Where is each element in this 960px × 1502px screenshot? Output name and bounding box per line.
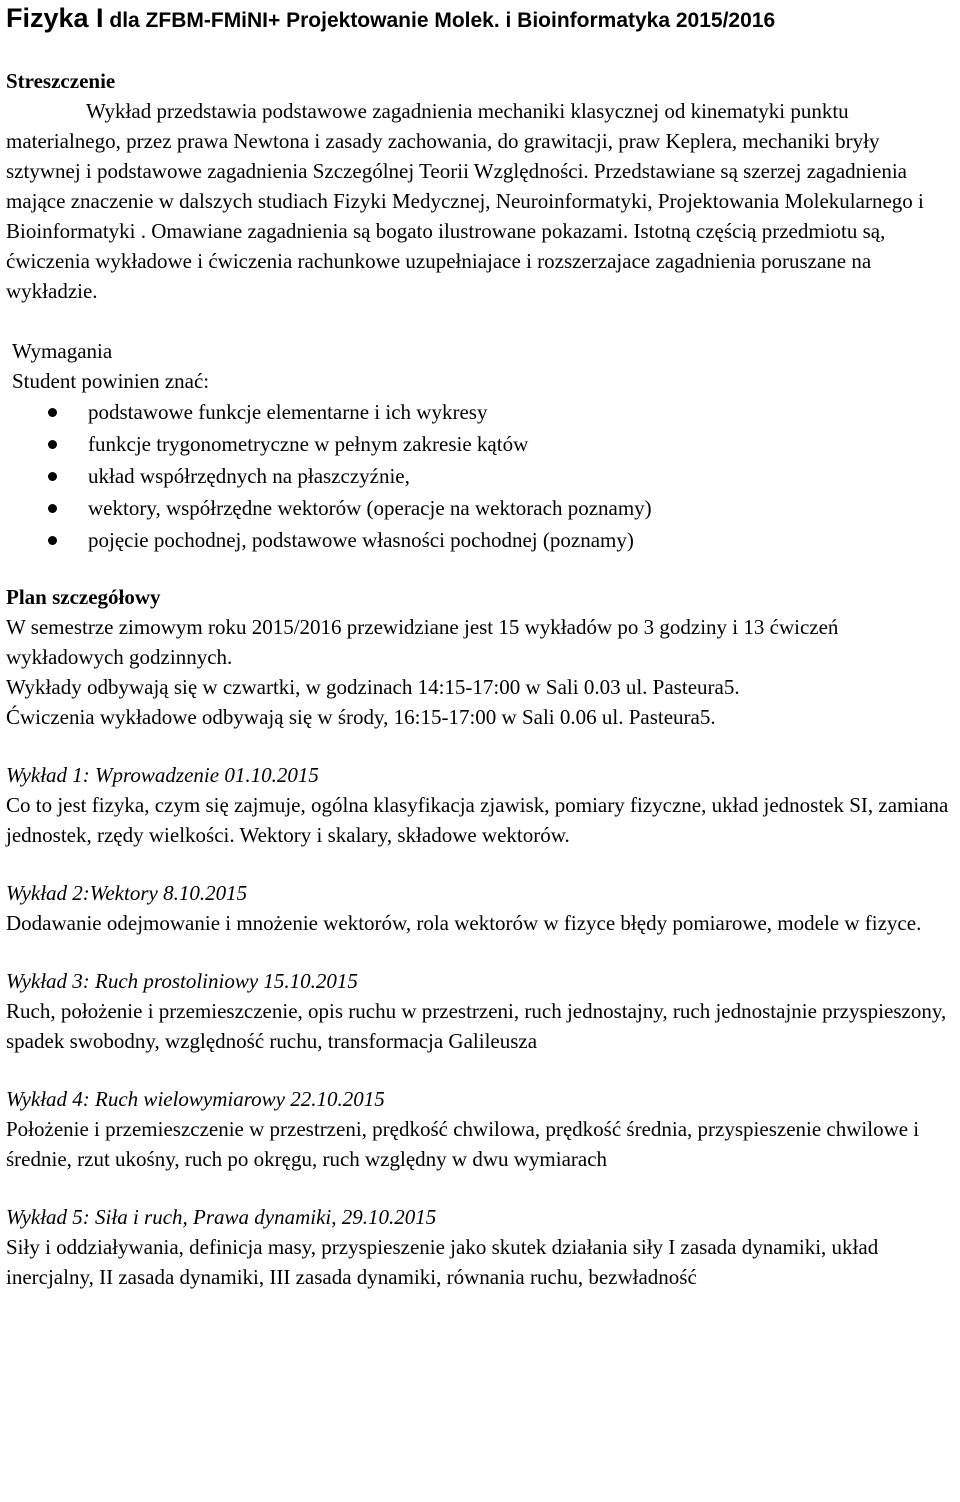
requirements-heading: Wymagania xyxy=(12,339,113,363)
plan-heading: Plan szczegółowy xyxy=(6,585,161,609)
bullet-icon xyxy=(48,440,57,449)
requirements-list xyxy=(12,396,956,556)
list-item-text: układ współrzędnych na płaszczyźnie, xyxy=(88,464,410,488)
lecture-5 xyxy=(6,1202,956,1292)
lecture-3 xyxy=(6,966,956,1056)
plan-section xyxy=(6,582,956,732)
document-page xyxy=(6,0,956,1292)
document-title xyxy=(6,0,956,39)
list-item xyxy=(12,524,956,556)
bullet-icon xyxy=(48,472,57,481)
bullet-icon xyxy=(48,536,57,545)
summary-text: Wykład przedstawia podstawowe zagadnienia mechaniki klasycznej od kinematyki punktu materialnego, przez prawa Newtona i zasady zachowania, do grawitacji, praw Keplera, mechaniki bryły sztywnej i podstawowe zagadnienia Szczególnej Teorii Względności. Przedstawiane są szerzej zagadnienia mające znaczenie w dalszych studiach Fizyki Medycznej, Neuroinformatyki, Projektowania Molekularnego i Bioinformatyki . Omawiane zagadnienia są bogato ilustrowane pokazami. Istotną częścią przedmiotu są, ćwiczenia wykładowe i ćwiczenia rachunkowe uzupełniajace i rozszerzajace zagadnienia poruszane na wykładzie. xyxy=(6,99,924,303)
lecture-description: Ruch, położenie i przemieszczenie, opis ruchu w przestrzeni, ruch jednostajny, ruch jednostajnie przyspieszony, spadek swobodny, względność ruchu, transformacja Galileusza xyxy=(6,999,947,1053)
list-item-text: podstawowe funkcje elementarne i ich wykresy xyxy=(88,400,488,424)
list-item xyxy=(12,460,956,492)
list-item-text: wektory, współrzędne wektorów (operacje na wektorach poznamy) xyxy=(88,496,652,520)
title-main: Fizyka I xyxy=(6,3,104,33)
summary-section xyxy=(6,66,956,306)
bullet-icon xyxy=(48,408,57,417)
lecture-description: Położenie i przemieszczenie w przestrzeni, prędkość chwilowa, prędkość średnia, przyspieszenie chwilowe i średnie, rzut ukośny, ruch po okręgu, ruch względny w dwu wymiarach xyxy=(6,1117,920,1171)
list-item xyxy=(12,396,956,428)
plan-line-3: Ćwiczenia wykładowe odbywają się w środy, 16:15-17:00 w Sali 0.06 ul. Pasteura5. xyxy=(6,705,716,729)
bullet-icon xyxy=(48,504,57,513)
lecture-title: Wykład 2:Wektory 8.10.2015 xyxy=(6,881,248,905)
lecture-title: Wykład 3: Ruch prostoliniowy 15.10.2015 xyxy=(6,969,358,993)
lecture-description: Co to jest fizyka, czym się zajmuje, ogólna klasyfikacja zjawisk, pomiary fizyczne, układ jednostek SI, zamiana jednostek, rzędy wielkości. Wektory i skalary, składowe wektorów. xyxy=(6,793,949,847)
lecture-1 xyxy=(6,760,956,850)
list-item-text: funkcje trygonometryczne w pełnym zakresie kątów xyxy=(88,432,529,456)
lecture-4 xyxy=(6,1084,956,1174)
lecture-title: Wykład 4: Ruch wielowymiarowy 22.10.2015 xyxy=(6,1087,385,1111)
lecture-2 xyxy=(6,878,956,938)
title-subtitle: dla ZFBM-FMiNI+ Projektowanie Molek. i Bioinformatyka 2015/2016 xyxy=(103,9,776,32)
plan-line-1: W semestrze zimowym roku 2015/2016 przewidziane jest 15 wykładów po 3 godziny i 13 ćwiczeń wykładowych godzinnych. xyxy=(6,615,839,669)
list-item-text: pojęcie pochodnej, podstawowe własności pochodnej (poznamy) xyxy=(88,528,634,552)
lecture-title: Wykład 1: Wprowadzenie 01.10.2015 xyxy=(6,763,319,787)
lecture-description: Siły i oddziaływania, definicja masy, przyspieszenie jako skutek działania siły I zasada dynamiki, układ inercjalny, II zasada dynamiki, III zasada dynamiki, równania ruchu, bezwładność xyxy=(6,1235,879,1289)
lecture-description: Dodawanie odejmowanie i mnożenie wektorów, rola wektorów w fizyce błędy pomiarowe, modele w fizyce. xyxy=(6,911,922,935)
requirements-intro: Student powinien znać: xyxy=(12,369,210,393)
plan-line-2: Wykłady odbywają się w czwartki, w godzinach 14:15-17:00 w Sali 0.03 ul. Pasteura5. xyxy=(6,675,740,699)
list-item xyxy=(12,492,956,524)
list-item xyxy=(12,428,956,460)
lecture-title: Wykład 5: Siła i ruch, Prawa dynamiki, 29.10.2015 xyxy=(6,1205,437,1229)
summary-heading: Streszczenie xyxy=(6,69,116,93)
requirements-section xyxy=(6,336,956,556)
